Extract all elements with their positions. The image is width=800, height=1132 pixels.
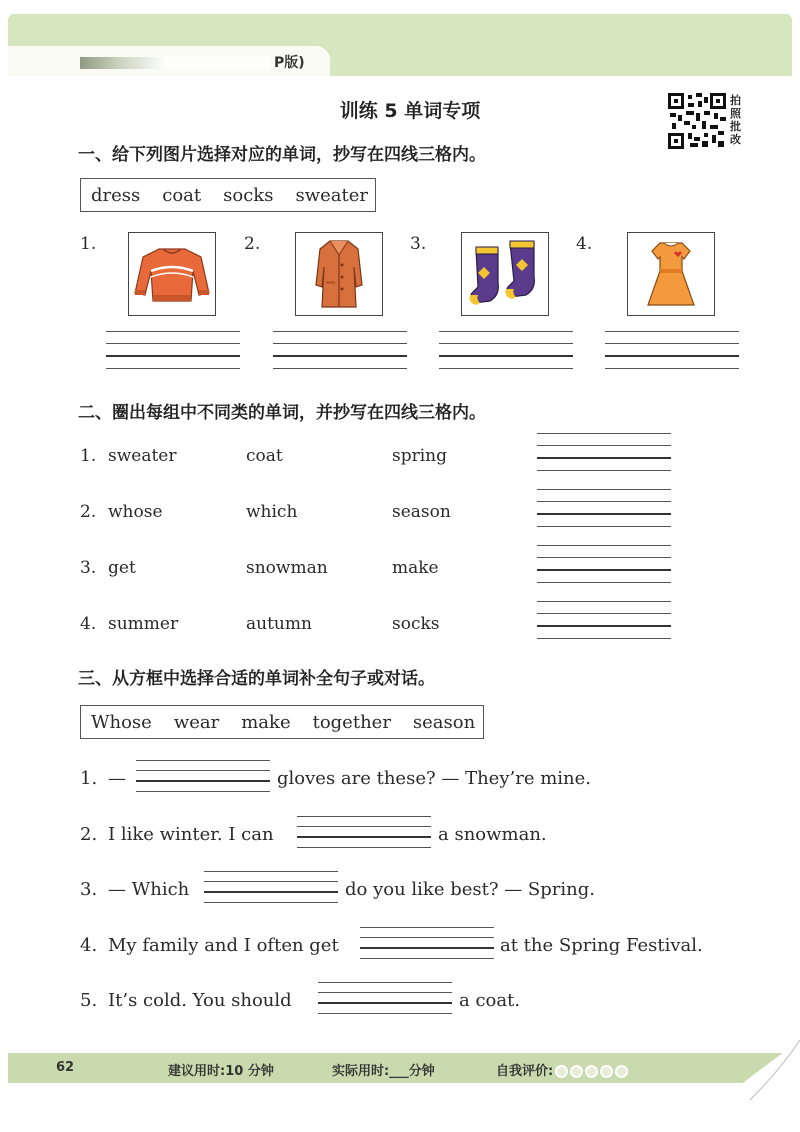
- section-1-word-box: [80, 178, 376, 212]
- qr-label-char: 照: [730, 107, 741, 120]
- book-title: [80, 52, 305, 72]
- answer-blank[interactable]: [204, 871, 338, 912]
- sentence-number: 4.: [80, 935, 98, 956]
- sentence-after: a coat.: [459, 990, 521, 1011]
- page-curl-icon: [720, 1040, 800, 1100]
- word-option[interactable]: get: [108, 558, 136, 578]
- word-option[interactable]: socks: [392, 614, 440, 634]
- word-option[interactable]: sweater: [108, 446, 177, 466]
- dress-icon: [628, 233, 714, 315]
- four-line-grid[interactable]: [605, 331, 739, 380]
- item-number: 1.: [80, 234, 97, 254]
- row-number: 1.: [80, 446, 97, 466]
- four-line-grid[interactable]: [106, 331, 240, 380]
- word-box-item: season: [412, 711, 476, 733]
- row-number: 3.: [80, 558, 97, 578]
- self-evaluation: [496, 1060, 628, 1079]
- word-option[interactable]: coat: [246, 446, 283, 466]
- row-number: 2.: [80, 502, 97, 522]
- word-box-item: socks: [223, 184, 274, 206]
- word-option[interactable]: whose: [108, 502, 163, 522]
- sentence-after: at the Spring Festival.: [500, 935, 703, 956]
- sentence-after: do you like best? — Spring.: [345, 879, 595, 900]
- sentence-after: a snowman.: [438, 824, 547, 845]
- section-3-title: 三、从方框中选择合适的单词补全句子或对话。: [78, 669, 435, 689]
- qr-label-char: 拍: [730, 94, 741, 107]
- item-number: 3.: [410, 234, 427, 254]
- flower-icon[interactable]: [585, 1065, 598, 1078]
- redacted-area: [80, 57, 270, 69]
- sentence-before: It’s cold. You should: [108, 990, 292, 1011]
- sentence-before: My family and I often get: [108, 935, 339, 956]
- word-option[interactable]: make: [392, 558, 439, 578]
- flower-icon[interactable]: [615, 1065, 628, 1078]
- word-box-item: make: [241, 711, 291, 733]
- sentence-number: 1.: [80, 768, 98, 789]
- word-box-item: dress: [91, 184, 141, 206]
- four-line-grid[interactable]: [439, 331, 573, 380]
- four-line-grid[interactable]: [537, 601, 671, 650]
- word-option[interactable]: snowman: [246, 558, 328, 578]
- answer-blank[interactable]: [318, 982, 452, 1023]
- qr-code-icon[interactable]: [668, 93, 726, 149]
- answer-blank[interactable]: [360, 927, 494, 968]
- sentence-number: 5.: [80, 990, 98, 1011]
- sentence-before: —: [108, 768, 126, 789]
- word-option[interactable]: spring: [392, 446, 448, 466]
- word-box-item: wear: [173, 711, 220, 733]
- page-number: 62: [56, 1060, 75, 1075]
- word-option[interactable]: summer: [108, 614, 179, 634]
- coat-icon: [296, 233, 382, 315]
- lesson-title: 训练 5 单词专项: [339, 100, 481, 122]
- picture-frame: [461, 232, 549, 316]
- sentence-before: — Which: [108, 879, 190, 900]
- four-line-grid[interactable]: [537, 489, 671, 538]
- section-1-title: 一、给下列图片选择对应的单词，抄写在四线三格内。: [78, 145, 486, 165]
- word-option[interactable]: autumn: [246, 614, 312, 634]
- picture-frame: [128, 232, 216, 316]
- word-box-item: Whose: [91, 711, 152, 733]
- picture-frame: [627, 232, 715, 316]
- word-option[interactable]: which: [246, 502, 298, 522]
- picture-frame: [295, 232, 383, 316]
- section-3-word-box: [80, 705, 484, 739]
- answer-blank[interactable]: [136, 760, 270, 801]
- actual-time: 实际用时:___分钟: [332, 1064, 435, 1079]
- qr-label-char: 改: [730, 133, 741, 146]
- four-line-grid[interactable]: [273, 331, 407, 380]
- word-box-item: sweater: [295, 184, 368, 206]
- suggested-time: 建议用时:10 分钟: [168, 1064, 274, 1079]
- socks-icon: [462, 233, 548, 315]
- word-box-item: together: [312, 711, 391, 733]
- self-eval-label: 自我评价:: [496, 1064, 554, 1079]
- section-2-title: 二、圈出每组中不同类的单词，并抄写在四线三格内。: [78, 403, 486, 423]
- flower-icon[interactable]: [600, 1065, 613, 1078]
- flower-icon[interactable]: [570, 1065, 583, 1078]
- sentence-number: 2.: [80, 824, 98, 845]
- flower-icon[interactable]: [555, 1065, 568, 1078]
- item-number: 4.: [576, 234, 593, 254]
- qr-label-char: 批: [730, 120, 741, 133]
- qr-label: [730, 94, 744, 146]
- sweater-icon: [129, 233, 215, 315]
- four-line-grid[interactable]: [537, 545, 671, 594]
- word-box-item: coat: [162, 184, 202, 206]
- sentence-number: 3.: [80, 879, 98, 900]
- word-option[interactable]: season: [392, 502, 451, 522]
- sentence-before: I like winter. I can: [108, 824, 274, 845]
- sentence-after: gloves are these? — They’re mine.: [277, 768, 591, 789]
- book-title-text: P版): [274, 55, 305, 71]
- answer-blank[interactable]: [297, 816, 431, 857]
- four-line-grid[interactable]: [537, 433, 671, 482]
- row-number: 4.: [80, 614, 97, 634]
- item-number: 2.: [244, 234, 261, 254]
